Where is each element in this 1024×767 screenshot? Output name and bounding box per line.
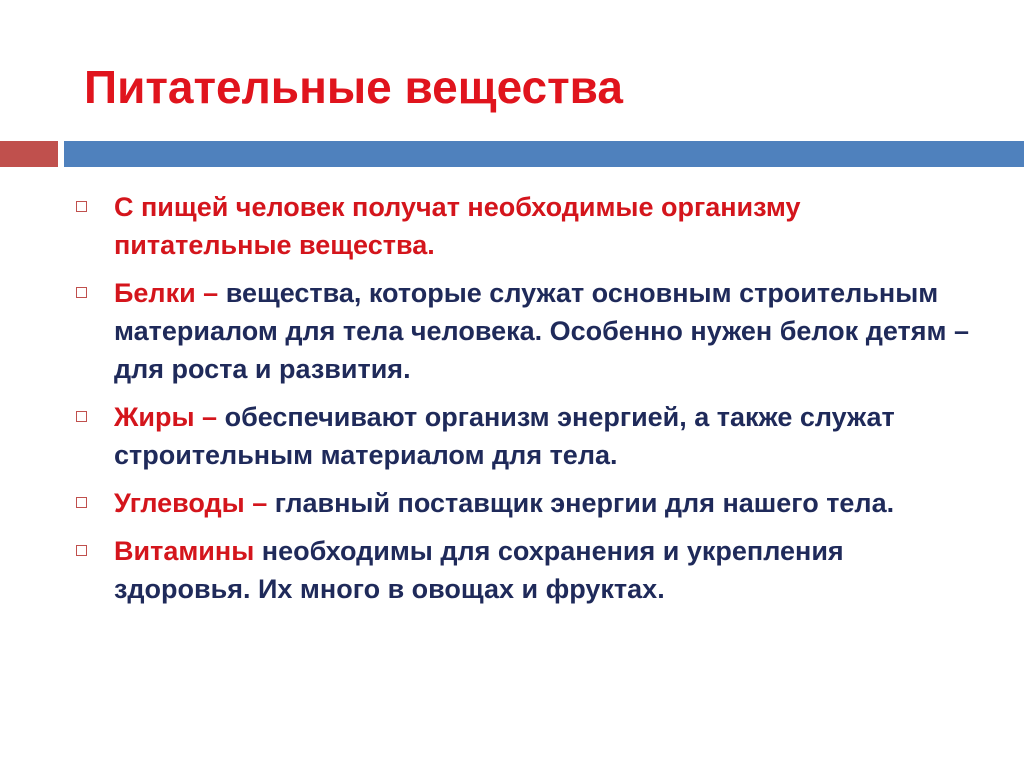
- title-accent-bar-red: [0, 141, 58, 167]
- title-accent-bar-blue: [64, 141, 1024, 167]
- bullet-fats: [76, 398, 976, 474]
- square-bullet-icon: [76, 497, 87, 508]
- square-bullet-icon: [76, 545, 87, 556]
- bullet-list: [76, 188, 976, 618]
- bullet-text: вещества, которые служат основным строительным материалом для тела человека. Особенно нужен белок детям – для роста и развития.: [114, 278, 969, 384]
- bullet-text: С пищей человек получат необходимые организму питательные вещества.: [114, 192, 801, 260]
- square-bullet-icon: [76, 411, 87, 422]
- square-bullet-icon: [76, 287, 87, 298]
- slide-title: Питательные вещества: [84, 61, 623, 113]
- bullet-keyword: Витамины: [114, 536, 255, 566]
- bullet-proteins: [76, 274, 976, 388]
- bullet-text: обеспечивают организм энергией, а также служат строительным материалом для тела.: [114, 402, 895, 470]
- bullet-text: необходимы для сохранения и укрепления здоровья. Их много в овощах и фруктах.: [114, 536, 844, 604]
- bullet-carbohydrates: [76, 484, 976, 522]
- bullet-text: главный поставщик энергии для нашего тела.: [267, 488, 895, 518]
- bullet-vitamins: [76, 532, 976, 608]
- bullet-keyword: Углеводы –: [114, 488, 268, 518]
- square-bullet-icon: [76, 201, 87, 212]
- bullet-keyword: Белки –: [114, 278, 219, 308]
- bullet-intro: [76, 188, 976, 264]
- bullet-keyword: Жиры –: [114, 402, 218, 432]
